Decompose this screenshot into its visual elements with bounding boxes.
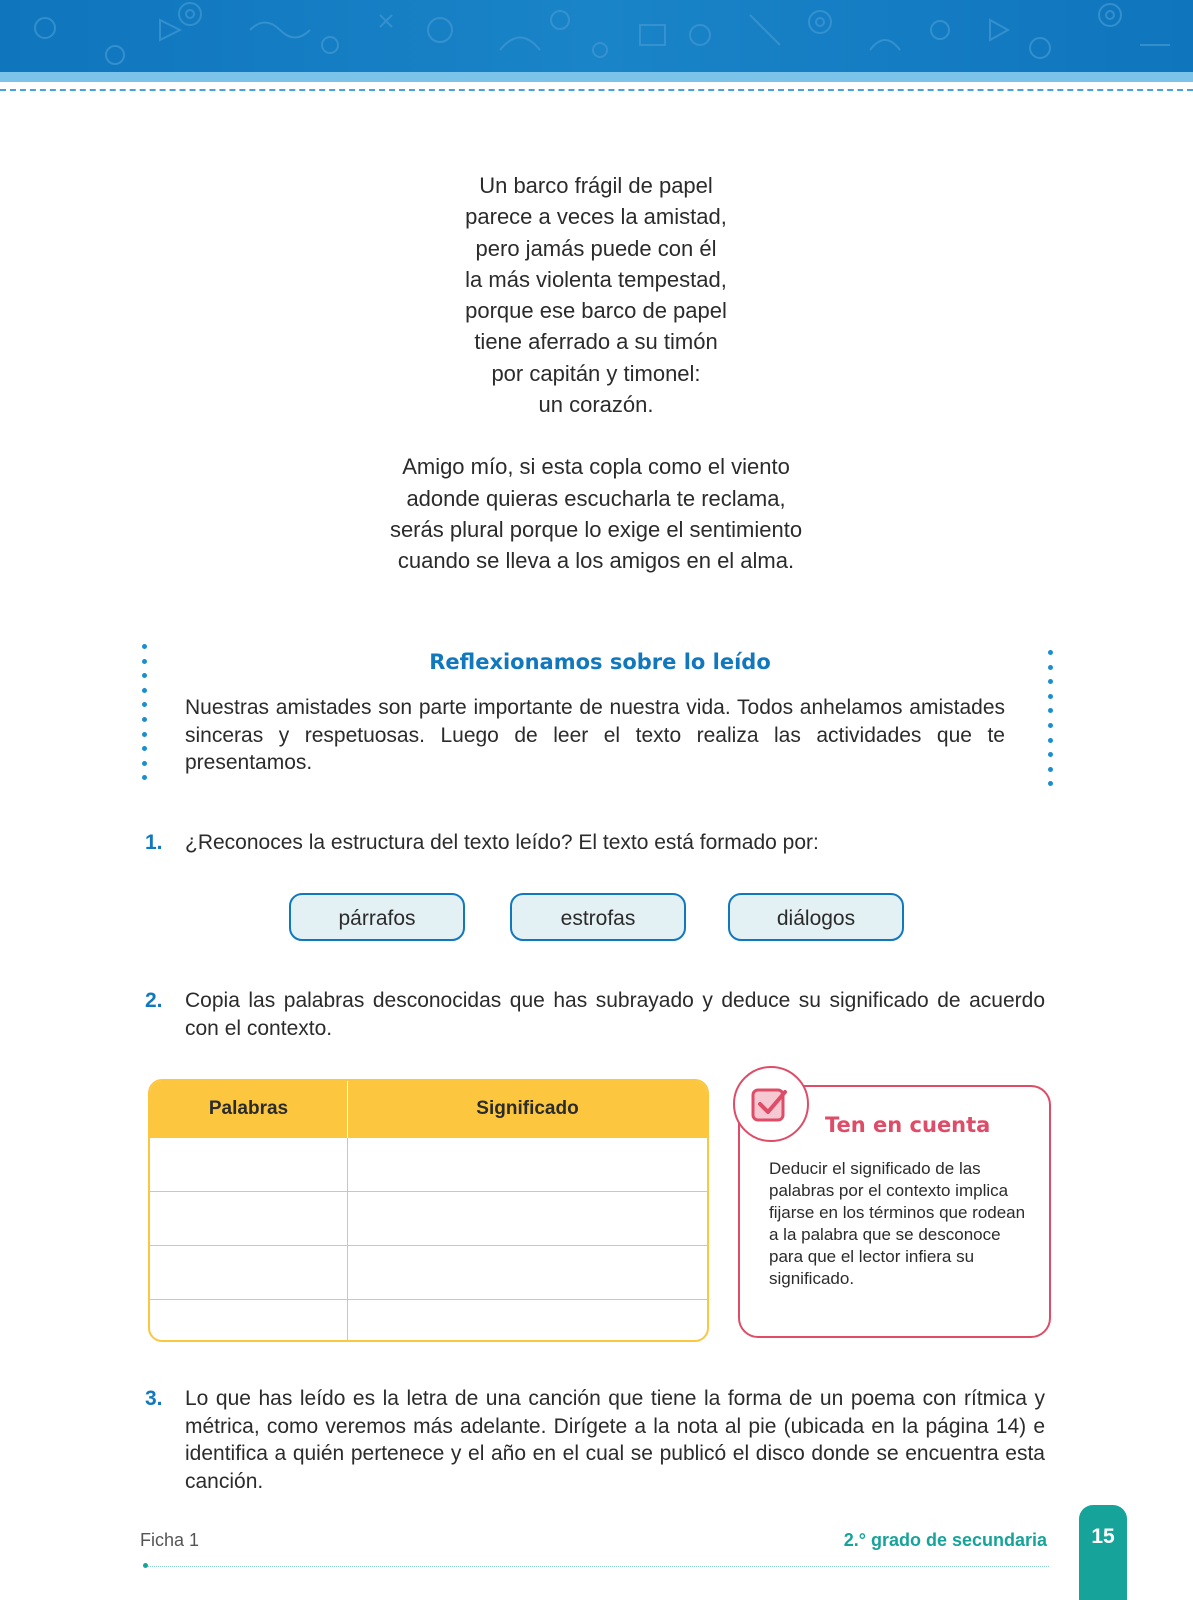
poem <box>296 170 896 608</box>
header-strip <box>0 72 1193 82</box>
poem-line: cuando se lleva a los amigos en el alma. <box>397 548 795 574</box>
table-cell-word[interactable] <box>150 1138 348 1192</box>
table-cell-meaning[interactable] <box>348 1138 708 1192</box>
footer-worksheet-label: Ficha 1 <box>140 1530 200 1550</box>
poem-line: adonde quieras escucharla te reclama, <box>406 485 786 511</box>
poem-line: tiene aferrado a su timón <box>474 329 718 355</box>
question-text: ¿Reconoces la estructura del texto leído? El texto está formado por: <box>185 831 819 854</box>
words-table <box>148 1079 709 1342</box>
poem-line: pero jamás puede con él <box>475 235 717 261</box>
poem-line: la más violenta tempestad, <box>465 266 727 292</box>
table-header-words: Palabras <box>150 1081 348 1138</box>
poem-stanza-2 <box>296 451 896 576</box>
table-row <box>150 1300 707 1343</box>
question-number: 2. <box>145 989 163 1012</box>
footer-divider <box>144 1566 1049 1567</box>
poem-stanza-1 <box>296 170 896 420</box>
page-number: 15 <box>1079 1505 1127 1600</box>
footer-grade-label: 2.° grado de secundaria <box>843 1530 1047 1550</box>
question-text: Copia las palabras desconocidas que has subrayado y deduce su significado de acuerdo con el contexto. <box>185 989 1045 1040</box>
table-cell-word[interactable] <box>150 1192 348 1246</box>
option-estrofas[interactable]: estrofas <box>510 893 686 941</box>
table-header-meaning: Significado <box>348 1081 708 1138</box>
poem-line: Un barco frágil de papel <box>479 173 713 198</box>
dashed-divider <box>0 89 1193 91</box>
question-number: 3. <box>145 1387 163 1410</box>
question-1 <box>145 829 1045 859</box>
question-text: Lo que has leído es la letra de una canción que tiene la forma de un poema con rítmica y métrica, como veremos más adelante. Dirígete a la nota al pie (ubicada en la página 14) e identifica a quién pertenece y el año en el cual se publicó el disco donde se encuentra esta canción. <box>185 1387 1045 1493</box>
table-row <box>150 1246 707 1300</box>
section-intro-text: Nuestras amistades son parte importante de nuestra vida. Todos anhelamos amistades sinceras y respetuosas. Luego de leer el texto realiza las actividades que te presentamos. <box>185 696 1005 774</box>
tip-text: Deducir el significado de las palabras por el contexto implica fijarse en los términos que rodean a la palabra que se desconoce para que el lector infiera su significado. <box>769 1159 1026 1288</box>
question-number: 1. <box>145 831 163 854</box>
poem-line: un corazón. <box>538 392 654 418</box>
option-parrafos[interactable]: párrafos <box>289 893 465 941</box>
checkbox-icon <box>735 1068 807 1140</box>
table-cell-meaning[interactable] <box>348 1300 708 1343</box>
poem-line: serás plural porque lo exige el sentimiento <box>389 516 803 542</box>
question-3 <box>145 1385 1045 1500</box>
table-row <box>150 1138 707 1192</box>
reflection-box <box>140 640 1060 790</box>
table-cell-meaning[interactable] <box>348 1192 708 1246</box>
option-dialogos[interactable]: diálogos <box>728 893 904 941</box>
table-cell-word[interactable] <box>150 1246 348 1300</box>
footer-dot <box>143 1563 148 1568</box>
table-cell-word[interactable] <box>150 1300 348 1343</box>
section-title: Reflexionamos sobre lo leído <box>429 650 771 674</box>
poem-line: parece a veces la amistad, <box>465 204 727 230</box>
header-banner <box>0 0 1193 72</box>
table-row <box>150 1192 707 1246</box>
poem-line: porque ese barco de papel <box>465 298 727 324</box>
table-cell-meaning[interactable] <box>348 1246 708 1300</box>
question-2 <box>145 987 1045 1047</box>
tip-icon-badge <box>733 1066 809 1142</box>
poem-line: Amigo mío, si esta copla como el viento <box>402 454 790 480</box>
tip-title: Ten en cuenta <box>825 1113 991 1137</box>
doodle-pattern-icon <box>0 0 1193 72</box>
poem-line: por capitán y timonel: <box>491 360 701 386</box>
